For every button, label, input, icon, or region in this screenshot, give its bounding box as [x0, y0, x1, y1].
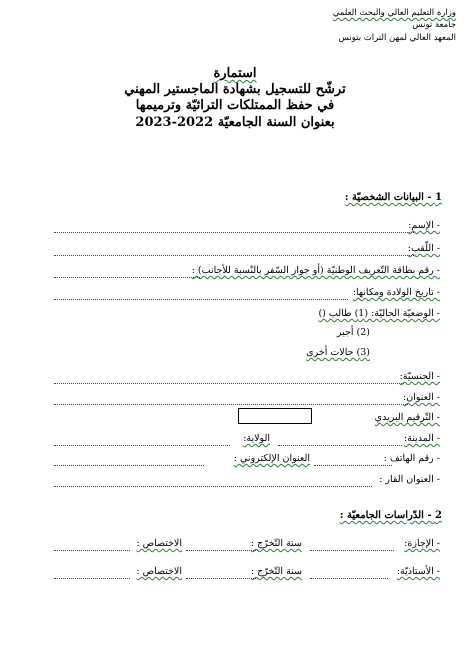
- section-personal-heading: 1 - البيانات الشخصيّة :: [344, 192, 442, 203]
- status-label: - الوضعيّة الحاليّة: (1) طالب (): [318, 308, 440, 319]
- birth-label: - تاريخ الولادة ومكانها:: [352, 287, 440, 298]
- university-name: جامعة تونس: [412, 20, 456, 30]
- institute-name: المعهد العالي لمهن التراث بتونس: [338, 33, 456, 43]
- email-field[interactable]: [54, 465, 204, 466]
- birth-field[interactable]: [54, 299, 348, 300]
- form-program: في حفظ الممتلكات التراثيّة وترميمها: [135, 98, 335, 113]
- surname-field[interactable]: [54, 255, 414, 256]
- bachelor-specialty-field[interactable]: [54, 550, 130, 551]
- phone-field[interactable]: [314, 465, 392, 466]
- governorate-label: الولاية:: [243, 433, 270, 444]
- nationality-label: - الجنسيّة:: [399, 371, 440, 382]
- maitrise-grad-year-field[interactable]: [186, 578, 258, 579]
- form-subtitle: ترشّح للتسجيل بشهادة الماجستير المهني: [124, 82, 346, 97]
- maitrise-field[interactable]: [310, 578, 388, 579]
- postal-code-label: - التّرقيم البريدي: [374, 412, 440, 423]
- status-option-employee[interactable]: (2) أجير: [336, 327, 370, 338]
- academic-year: بعنوان السنة الجامعيّة 2022-2023: [135, 115, 335, 130]
- name-field[interactable]: [54, 232, 414, 233]
- email-label: العنوان الإلكتروني :: [233, 453, 310, 464]
- maitrise-grad-year-label: سنة التّخرّج :: [250, 566, 302, 577]
- section-studies-heading: 2 - الدّراسات الجامعيّة :: [339, 510, 442, 521]
- address-label: - العنوان:: [403, 392, 440, 403]
- id-card-label: - رقم بطاقة التّعريف الوطنيّة (أو جواز السّفر بالنّسبة للأجانب) :: [191, 265, 440, 276]
- address-field[interactable]: [54, 404, 408, 405]
- form-title: استمارة: [213, 66, 257, 81]
- bachelor-field[interactable]: [310, 550, 394, 551]
- name-label: - الإسم:: [408, 220, 440, 231]
- bachelor-grad-year-label: سنة التّخرّج :: [250, 538, 302, 549]
- city-field[interactable]: [278, 445, 402, 446]
- maitrise-label: - الأستاذيّة:: [396, 566, 440, 577]
- surname-label: - اللّقب:: [407, 243, 440, 254]
- ministry-name: وزارة التعليم العالي والبحث العلمي: [332, 8, 456, 18]
- city-label: - المدينة:: [403, 433, 440, 444]
- id-card-field[interactable]: [54, 277, 200, 278]
- permanent-address-label: - العنوان القار :: [379, 474, 440, 485]
- maitrise-specialty-label: الاختصاص :: [136, 566, 182, 577]
- governorate-field[interactable]: [54, 445, 230, 446]
- bachelor-grad-year-field[interactable]: [186, 550, 258, 551]
- bachelor-label: - الإجازة:: [404, 538, 440, 549]
- nationality-field[interactable]: [54, 383, 404, 384]
- bachelor-specialty-label: الاختصاص :: [136, 538, 182, 549]
- permanent-address-field[interactable]: [54, 486, 372, 487]
- status-option-other[interactable]: (3) حالات أخرى: [306, 347, 370, 358]
- postal-code-box[interactable]: [238, 408, 312, 424]
- maitrise-specialty-field[interactable]: [54, 578, 130, 579]
- phone-label: - رقم الهاتف :: [383, 453, 440, 464]
